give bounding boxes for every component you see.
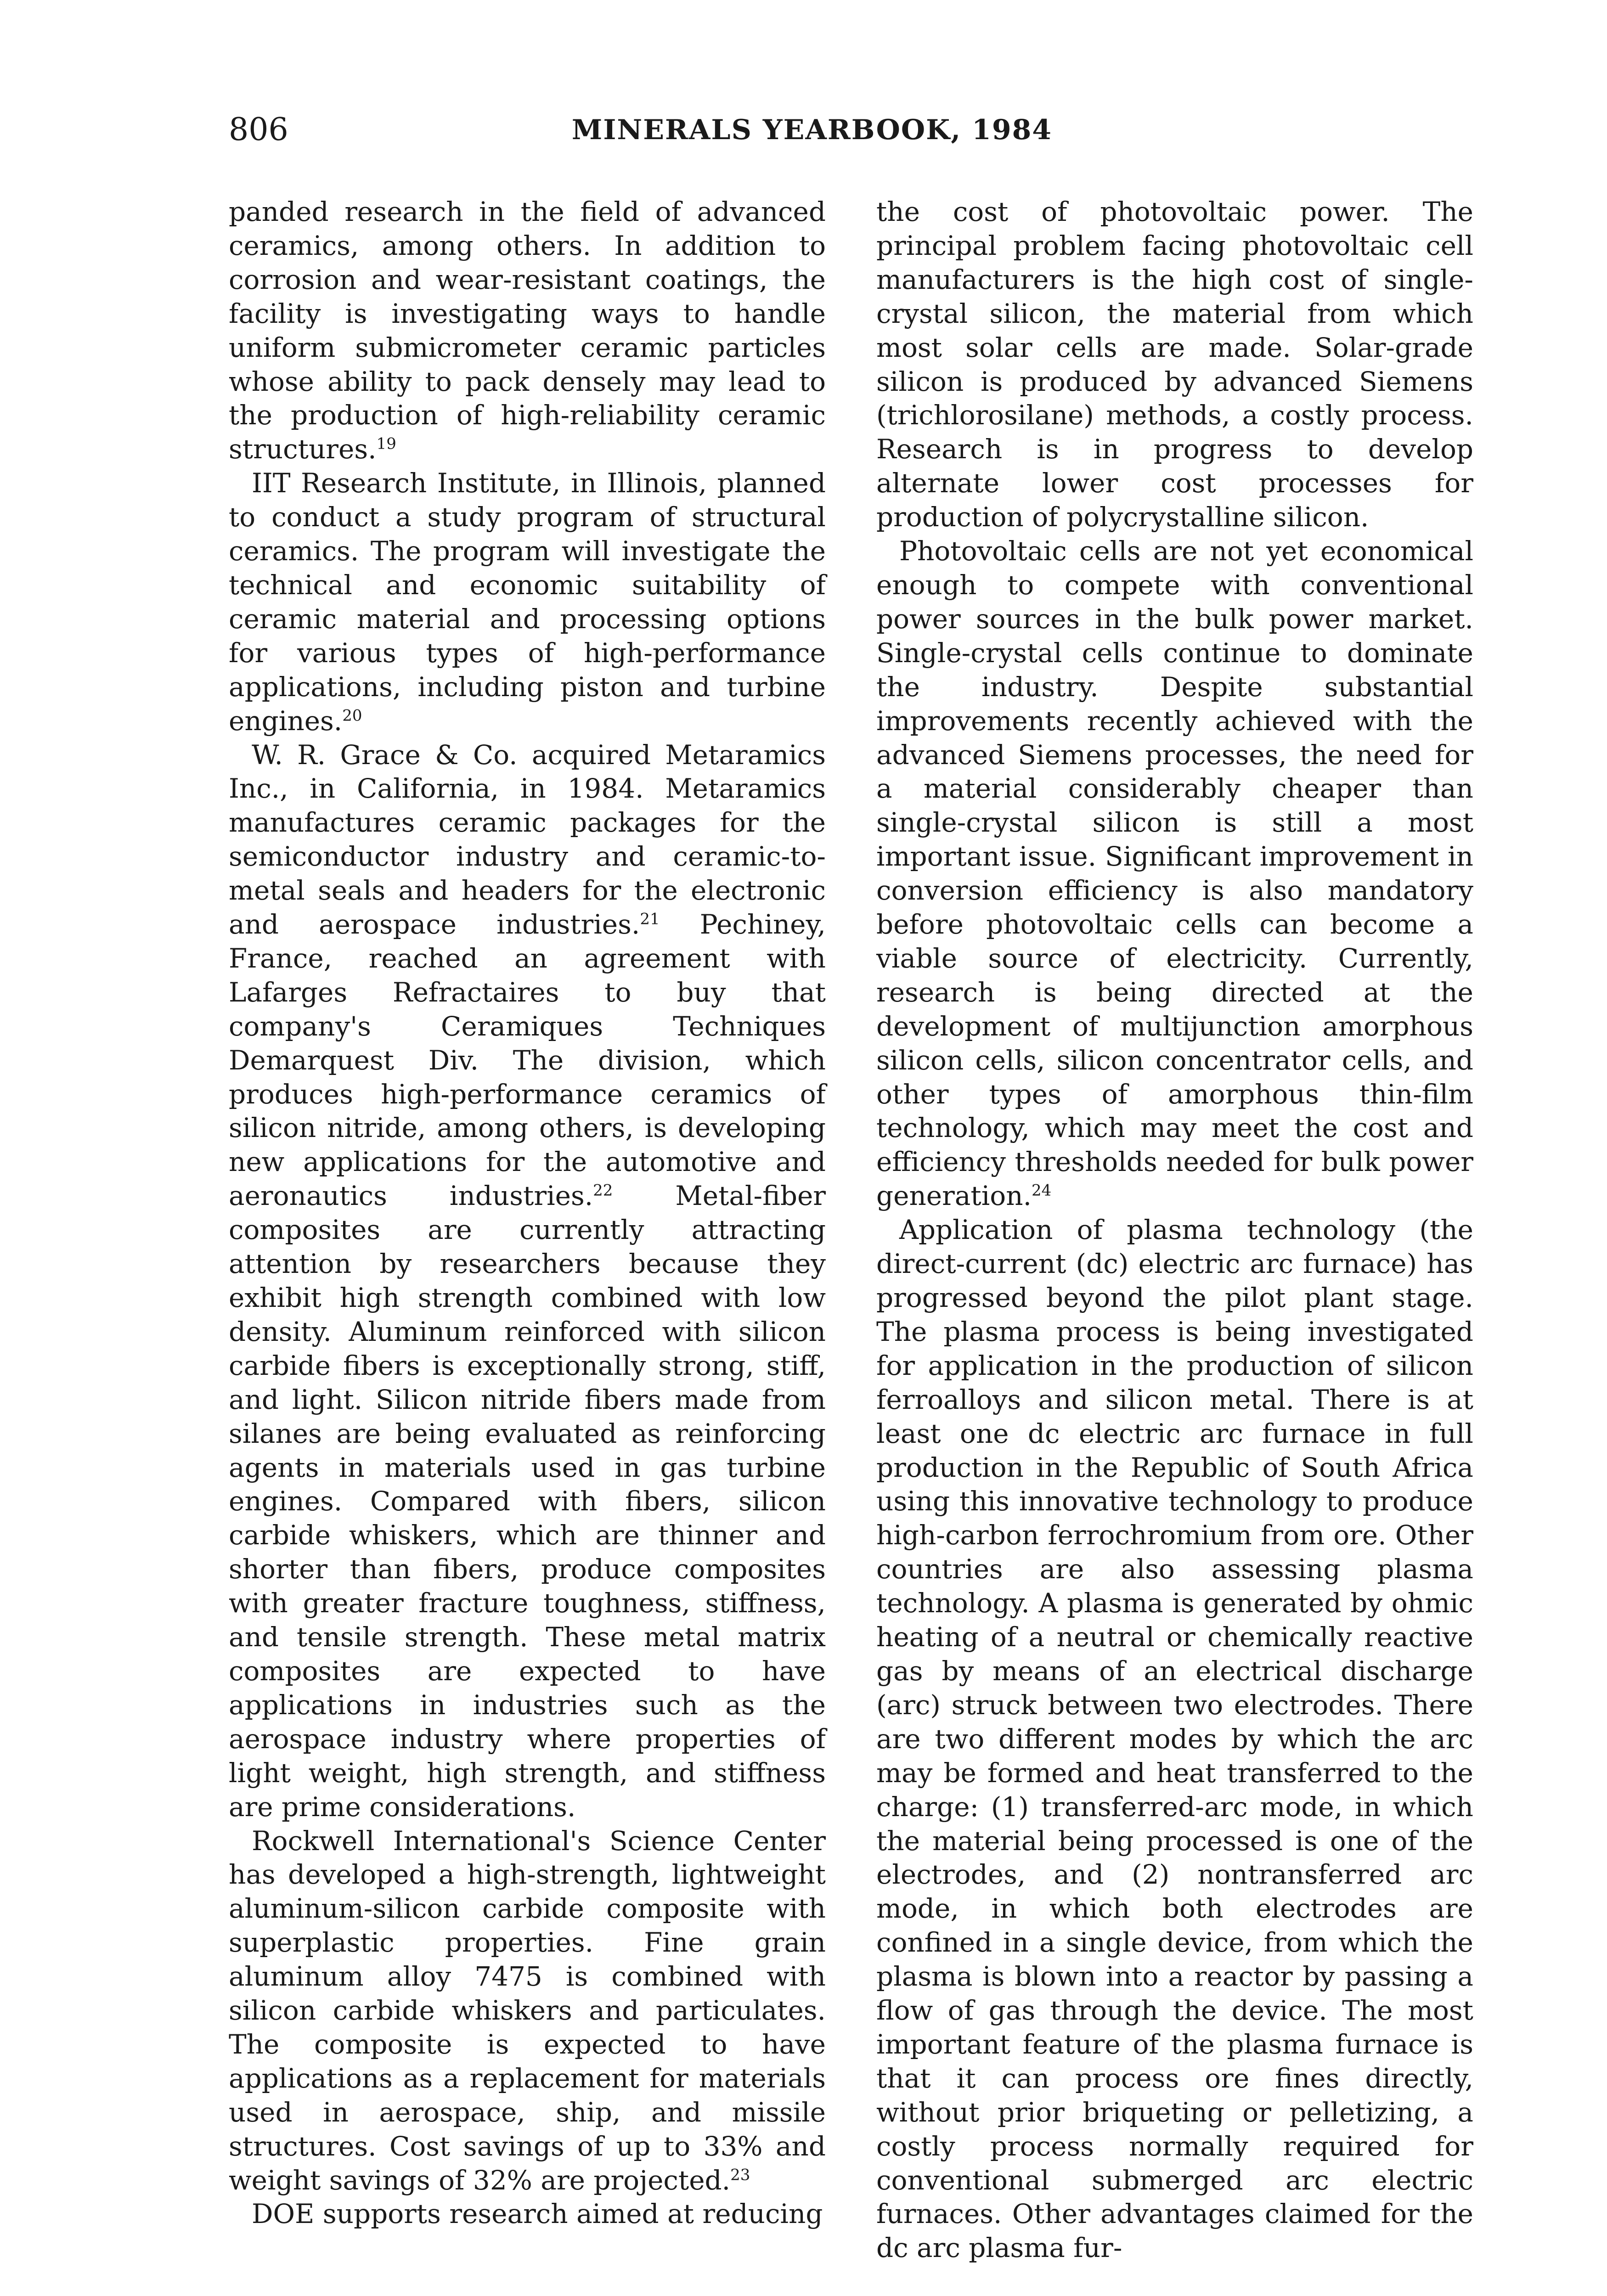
paragraph-text: IIT Research Institute, in Illinois, planned to conduct a study program of structural ceramics. The program will investigate the technical and economic suitability of ceramic material and processing options for various types of high-performance applications, including piston and turbine engines. [229, 467, 826, 737]
paragraph-text: Application of plasma technology (the direct-current (dc) electric arc furnace) has progressed beyond the pilot plant stage. The plasma process is being investigated for application in the production of silicon ferroalloys and silicon metal. There is at least one dc electric arc furnace in full production in the Republic of South Africa using this innovative technology to produce high-carbon ferrochromium from ore. Other countries are also assessing plasma technology. A plasma is generated by ohmic heating of a neutral or chemically reactive gas by means of an electrical discharge (arc) struck between two electrodes. There are two different modes by which the arc may be formed and heat transferred to the charge: (1) transferred-arc mode, in which the material being processed is one of the electrodes, and (2) nontransferred arc mode, in which both electrodes are confined in a single device, from which the plasma is blown into a reactor by passing a flow of gas through the device. The most important feature of the plasma furnace is that it can process ore fines directly, without prior briqueting or pelletizing, a costly process normally required for conventional submerged arc electric furnaces. Other advantages claimed for the dc arc plasma fur- [876, 1214, 1473, 2264]
paragraph [876, 195, 1473, 535]
paragraph-text: Photovoltaic cells are not yet economical enough to compete with conventional power sources in the bulk power market. Single-crystal cells continue to dominate the industry. Despite substantial improvements recently achieved with the advanced Siemens processes, the need for a material considerably cheaper than single-crystal silicon is still a most important issue. Significant improvement in conversion efficiency is also mandatory before photovoltaic cells can become a viable source of electricity. Currently, research is being directed at the development of multijunction amorphous silicon cells, silicon concentrator cells, and other types of amorphous thin-film technology, which may meet the cost and efficiency thresholds needed for bulk power generation. [876, 535, 1473, 1212]
paragraph [876, 1213, 1473, 2265]
paragraph [229, 1824, 826, 2198]
right-column [876, 195, 1473, 2265]
paragraph-text: Rockwell International's Science Center has developed a high-strength, lightweight aluminum-silicon carbide composite with superplastic properties. Fine grain aluminum alloy 7475 is combined with silicon carbide whiskers and particulates. The composite is expected to have applications as a replacement for materials used in aerospace, ship, and missile structures. Cost savings of up to 33% and weight savings of 32% are projected. [229, 1825, 826, 2196]
footnote-ref: 24 [1032, 1181, 1052, 1200]
paragraph [876, 535, 1473, 1213]
footnote-ref: 19 [376, 435, 396, 454]
left-column [229, 195, 826, 2231]
paragraph-text: Metal-fiber composites are currently attracting attention by researchers because they exhibit high strength combined with low density. Aluminum reinforced with silicon carbide fibers is exceptionally strong, stiff, and light. Silicon nitride fibers made from silanes are being evaluated as reinforcing agents in materials used in gas turbine engines. Compared with fibers, silicon carbide whiskers, which are thinner and shorter than fibers, produce composites with greater fracture toughness, stiffness, and tensile strength. These metal matrix composites are expected to have applications in industries such as the aerospace industry where properties of light weight, high strength, and stiffness are prime considerations. [229, 1180, 826, 1823]
footnote-ref: 21 [640, 910, 660, 929]
running-title: MINERALS YEARBOOK, 1984 [571, 114, 1053, 146]
footnote-ref: 23 [730, 2166, 750, 2184]
footnote-ref: 22 [593, 1181, 613, 1200]
paragraph [229, 2197, 826, 2231]
paragraph [229, 738, 826, 1824]
paragraph-text: panded research in the field of advanced ceramics, among others. In addition to corrosion and wear-resistant coatings, the facility is investigating ways to handle uniform submicrometer ceramic particles whose ability to pack densely may lead to the production of high-reliability ceramic structures. [229, 196, 826, 465]
paragraph [229, 195, 826, 467]
paragraph-text: Pechiney, France, reached an agreement with Lafarges Refractaires to buy that company's Ceramiques Techniques Demarquest Div. The division, which produces high-performance ceramics of silicon nitride, among others, is developing new applications for the automotive and aeronautics industries. [229, 909, 826, 1212]
paragraph-text: DOE supports research aimed at reducing [252, 2198, 823, 2230]
paragraph-text: the cost of photovoltaic power. The principal problem facing photovoltaic cell manufacturers is the high cost of single-crystal silicon, the material from which most solar cells are made. Solar-grade silicon is produced by advanced Siemens (trichlorosilane) methods, a costly process. Research is in progress to develop alternate lower cost processes for production of polycrystalline silicon. [876, 196, 1473, 533]
paragraph-text: W. R. Grace & Co. acquired Metaramics Inc., in California, in 1984. Metaramics manufactures ceramic packages for the semiconductor industry and ceramic-to-metal seals and headers for the electronic and aerospace industries. [229, 739, 826, 940]
page-number: 806 [229, 112, 288, 148]
footnote-ref: 20 [342, 706, 362, 725]
page-header [229, 109, 1395, 151]
paragraph [229, 467, 826, 738]
